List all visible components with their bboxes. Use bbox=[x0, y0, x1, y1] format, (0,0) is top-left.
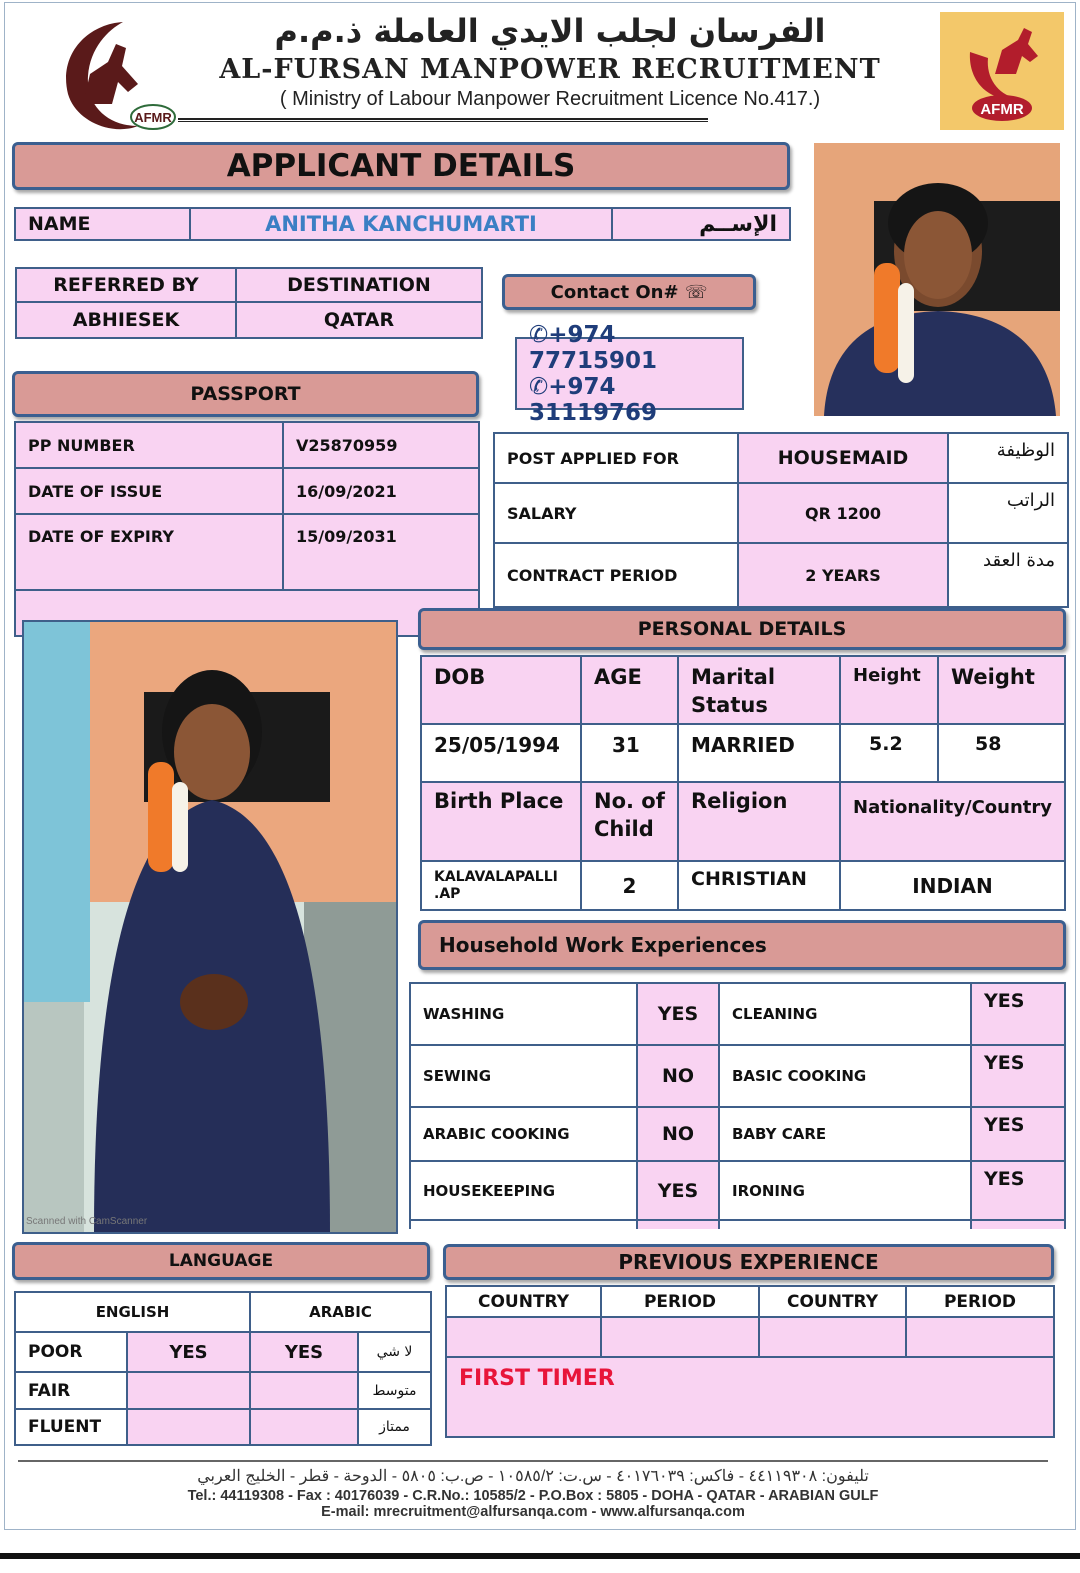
age-header: AGE bbox=[580, 655, 679, 725]
language-english-answer bbox=[126, 1371, 251, 1410]
household-answer: YES bbox=[970, 982, 1066, 1046]
contact-box bbox=[515, 321, 744, 426]
passport-header: PASSPORT bbox=[12, 371, 479, 417]
right-logo-badge: AFMR bbox=[980, 101, 1024, 118]
language-level: POOR bbox=[14, 1331, 128, 1373]
destination-value: QATAR bbox=[235, 301, 483, 339]
issue-date-value: 16/09/2021 bbox=[282, 467, 480, 515]
scan-watermark: Scanned with CamScanner bbox=[26, 1216, 148, 1227]
household-empty-row-1 bbox=[409, 1219, 638, 1229]
household-task: BABY CARE bbox=[718, 1106, 972, 1162]
height-header: Height bbox=[839, 655, 939, 725]
issue-date-label: DATE OF ISSUE bbox=[14, 467, 284, 515]
household-task: WASHING bbox=[409, 982, 638, 1046]
household-task: ARABIC COOKING bbox=[409, 1106, 638, 1162]
household-answer: YES bbox=[970, 1044, 1066, 1108]
language-arabic-level: متوسط bbox=[357, 1371, 432, 1410]
dob-header: DOB bbox=[420, 655, 582, 725]
birthplace-header: Birth Place bbox=[420, 781, 582, 862]
household-answer: YES bbox=[636, 1160, 720, 1221]
prev-col-country-2: COUNTRY bbox=[758, 1285, 907, 1318]
salary-value: QR 1200 bbox=[737, 482, 949, 544]
referred-by-label: REFERRED BY bbox=[15, 267, 237, 303]
phone-1[interactable]: ✆+974 77715901 bbox=[529, 321, 658, 374]
language-english-answer: YES bbox=[126, 1331, 251, 1373]
applicant-details-title: APPLICANT DETAILS bbox=[12, 142, 790, 190]
name-label: NAME bbox=[14, 207, 191, 241]
prev-cell-2 bbox=[600, 1316, 760, 1358]
nationality-header: Nationality/Country bbox=[839, 781, 1066, 862]
household-empty-row-4 bbox=[970, 1219, 1066, 1229]
company-licence: ( Ministry of Labour Manpower Recruitment Licence No.417.) bbox=[279, 88, 821, 110]
language-header: LANGUAGE bbox=[12, 1242, 430, 1280]
marital-header: Marital Status bbox=[677, 655, 841, 725]
referred-by-value: ABHIESEK bbox=[15, 301, 237, 339]
post-applied-value: HOUSEMAID bbox=[737, 432, 949, 484]
language-arabic-header: ARABIC bbox=[249, 1291, 432, 1333]
household-answer: YES bbox=[970, 1106, 1066, 1162]
prev-cell-4 bbox=[905, 1316, 1055, 1358]
language-arabic-level: لا شي bbox=[357, 1331, 432, 1373]
language-arabic-level: ممتاز bbox=[357, 1408, 432, 1446]
prev-note-box bbox=[445, 1356, 1055, 1438]
religion-value: CHRISTIAN bbox=[677, 860, 841, 911]
name-value: ANITHA KANCHUMARTI bbox=[189, 207, 613, 241]
applicant-portrait-photo bbox=[814, 143, 1060, 416]
household-task: HOUSEKEEPING bbox=[409, 1160, 638, 1221]
logo-badge: AFMR bbox=[134, 110, 172, 125]
contact-label: Contact On# ☏ bbox=[502, 274, 756, 310]
right-logo bbox=[940, 12, 1064, 130]
bottom-bar bbox=[0, 1553, 1080, 1559]
prev-col-period-1: PERIOD bbox=[600, 1285, 760, 1318]
footer-rule bbox=[18, 1460, 1048, 1462]
company-english-name: AL-FURSAN MANPOWER RECRUITMENT bbox=[219, 54, 881, 85]
previous-experience-header: PREVIOUS EXPERIENCE bbox=[443, 1244, 1054, 1280]
contract-period-arabic: مدة العقد bbox=[947, 542, 1069, 608]
post-applied-arabic: الوظيفة bbox=[947, 432, 1069, 484]
language-level: FLUENT bbox=[14, 1408, 128, 1446]
household-header: Household Work Experiences bbox=[418, 920, 1066, 970]
prev-cell-1 bbox=[445, 1316, 602, 1358]
expiry-date-label: DATE OF EXPIRY bbox=[14, 513, 284, 591]
company-arabic-name: الفرسان لجلب الايدي العاملة ذ.م.م bbox=[274, 12, 826, 50]
religion-header: Religion bbox=[677, 781, 841, 862]
pp-number-value: V25870959 bbox=[282, 421, 480, 469]
dob-value: 25/05/1994 bbox=[420, 723, 582, 783]
company-logo bbox=[28, 14, 178, 136]
contract-period-label: CONTRACT PERIOD bbox=[493, 542, 739, 608]
language-level: FAIR bbox=[14, 1371, 128, 1410]
household-task: CLEANING bbox=[718, 982, 972, 1046]
household-answer: YES bbox=[970, 1160, 1066, 1221]
footer-email[interactable]: E-mail: mrecruitment@alfursanqa.com - www.alfursanqa.com bbox=[321, 1504, 745, 1520]
pp-number-label: PP NUMBER bbox=[14, 421, 284, 469]
language-english-answer bbox=[126, 1408, 251, 1446]
contract-period-value: 2 YEARS bbox=[737, 542, 949, 608]
prev-col-period-2: PERIOD bbox=[905, 1285, 1055, 1318]
household-answer: NO bbox=[636, 1044, 720, 1108]
weight-value: 58 bbox=[937, 723, 1066, 783]
footer-contact: Tel.: 44119308 - Fax : 40176039 - C.R.No.: 10585/2 - P.O.Box : 5805 - DOHA - QATAR - ARABIAN GULF bbox=[187, 1488, 879, 1504]
height-value: 5.2 bbox=[839, 723, 939, 783]
footer-arabic: تليفون: ٤٤١١٩٣٠٨ - فاكس: ٤٠١٧٦٠٣٩ - س.ت: ١٠٥٨٥/٢ - ص.ب: ٥٨٠٥ - الدوحة - قطر - الخليج العربي bbox=[197, 1468, 869, 1485]
birthplace-value: KALAVALAPALLI .AP bbox=[420, 860, 582, 911]
weight-header: Weight bbox=[937, 655, 1066, 725]
language-arabic-answer: YES bbox=[249, 1331, 359, 1373]
expiry-date-value: 15/09/2031 bbox=[282, 513, 480, 591]
household-task: IRONING bbox=[718, 1160, 972, 1221]
household-empty-row-3 bbox=[718, 1219, 972, 1229]
children-value: 2 bbox=[580, 860, 679, 911]
marital-value: MARRIED bbox=[677, 723, 841, 783]
salary-label: SALARY bbox=[493, 482, 739, 544]
household-task: BASIC COOKING bbox=[718, 1044, 972, 1108]
prev-col-country-1: COUNTRY bbox=[445, 1285, 602, 1318]
destination-label: DESTINATION bbox=[235, 267, 483, 303]
household-empty-row-2 bbox=[636, 1219, 720, 1229]
household-task: SEWING bbox=[409, 1044, 638, 1108]
personal-details-header: PERSONAL DETAILS bbox=[418, 608, 1066, 650]
age-value: 31 bbox=[580, 723, 679, 783]
children-header: No. of Child bbox=[580, 781, 679, 862]
first-timer-note: FIRST TIMER bbox=[459, 1366, 615, 1391]
language-english-header: ENGLISH bbox=[14, 1291, 251, 1333]
post-applied-label: POST APPLIED FOR bbox=[493, 432, 739, 484]
phone-2[interactable]: ✆+974 31119769 bbox=[529, 373, 658, 426]
salary-arabic: الراتب bbox=[947, 482, 1069, 544]
household-answer: YES bbox=[636, 982, 720, 1046]
header-rule bbox=[178, 118, 708, 122]
language-arabic-answer bbox=[249, 1371, 359, 1410]
applicant-full-photo bbox=[22, 620, 398, 1234]
language-arabic-answer bbox=[249, 1408, 359, 1446]
prev-cell-3 bbox=[758, 1316, 907, 1358]
nationality-value: INDIAN bbox=[839, 860, 1066, 911]
name-arabic: الإســم bbox=[611, 207, 791, 241]
household-answer: NO bbox=[636, 1106, 720, 1162]
